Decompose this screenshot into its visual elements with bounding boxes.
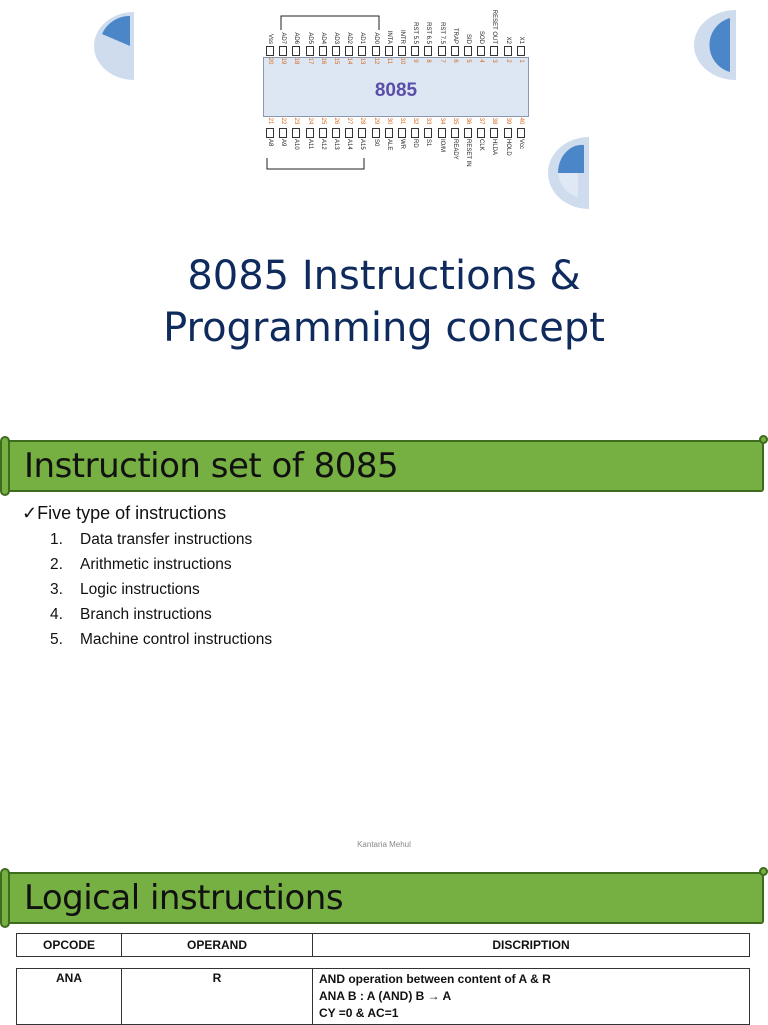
- chip-diagram: [0, 0, 768, 210]
- chip-pin-number: 30: [385, 117, 392, 125]
- chip-pin-label: HLDA: [491, 139, 498, 156]
- chip-pin-label: RD: [412, 139, 419, 148]
- chip-pin-label: INTR: [399, 30, 405, 44]
- chip-pin-box: [477, 128, 485, 138]
- chip-pin-number: 11: [385, 57, 392, 65]
- chip-pin-number: 35: [451, 117, 458, 125]
- chip-pin-label: READY: [451, 139, 458, 160]
- chip-pin-label: AD2: [346, 32, 353, 44]
- chip-pin-number: 14: [346, 57, 353, 65]
- chip-pin-number: 10: [399, 57, 405, 65]
- chip-pin-number: 28: [359, 117, 366, 125]
- instruction-type-list: [50, 530, 272, 655]
- chip-pin-label: X2: [504, 36, 511, 44]
- chip-pin-label: Vss: [267, 33, 273, 44]
- chip-pin-number: 20: [267, 57, 273, 65]
- chip-pin-label: AD5: [306, 32, 313, 44]
- intro-text: ✓Five type of instructions: [22, 503, 227, 523]
- chip-pin-label: A10: [293, 139, 300, 150]
- chip-pin-number: 23: [293, 117, 300, 125]
- chip-pin-label: AD4: [319, 32, 326, 44]
- chip-pin-label: TRAP: [451, 27, 458, 44]
- chip-pin-box: [398, 128, 406, 138]
- chip-pin-number: 9: [412, 59, 419, 63]
- section-heading: Logical instructions: [24, 878, 344, 918]
- cell-description: AND operation between content of A & R ANA B : A (AND) B → A CY =0 & AC=1: [313, 969, 750, 1025]
- chip-pin-box: [372, 128, 380, 138]
- chip-pin-label: A15: [359, 139, 366, 150]
- chip-pin-label: A8: [267, 139, 273, 147]
- chip-pin-label: Vcc: [517, 139, 524, 150]
- chip-pin-number: 27: [346, 117, 353, 125]
- chip-pin-number: 40: [517, 117, 524, 125]
- chip-pin-label: RESET OUT: [491, 9, 498, 44]
- chip-pin-label: HOLD: [504, 139, 511, 156]
- table-header-row: [17, 934, 750, 957]
- chip-pin-label: S1: [425, 139, 432, 147]
- chip-pin-number: 36: [465, 117, 471, 125]
- footer-author: Kantaria Mehul: [357, 840, 411, 849]
- chip-pin-box: [451, 128, 459, 138]
- chip-pin-number: 6: [451, 59, 458, 63]
- list-item: 2. Arithmetic instructions: [50, 556, 232, 573]
- chip-pin-number: 8: [425, 59, 432, 63]
- chip-pin-box: [279, 128, 287, 138]
- col-header-description: DISCRIPTION: [313, 934, 750, 957]
- chip-pin-number: 3: [491, 59, 498, 63]
- list-item: 4. Branch instructions: [50, 606, 212, 623]
- cell-opcode: ANA: [17, 969, 122, 1025]
- chip-pin-number: 31: [399, 117, 405, 125]
- chip-pin-box: [306, 128, 314, 138]
- chip-pin-box: [490, 128, 498, 138]
- title-line-2: Programming concept: [163, 305, 605, 351]
- chip-pin-number: 12: [372, 57, 379, 65]
- chip-pin-label: AD0: [372, 32, 379, 44]
- chip-pin-label: A11: [306, 139, 313, 150]
- list-item: 3. Logic instructions: [50, 581, 200, 598]
- col-header-opcode: OPCODE: [17, 934, 122, 957]
- chip-pin-number: 22: [280, 117, 287, 125]
- chip-pin-box: [438, 128, 446, 138]
- chip-pin-box: [345, 128, 353, 138]
- logical-instructions-table: [16, 933, 750, 1025]
- chip-pin-label: ALE: [385, 139, 392, 151]
- chip-pin-label: SID: [465, 33, 471, 44]
- chip-pin-label: AD6: [293, 32, 300, 44]
- chip-pin-number: 34: [438, 117, 445, 125]
- chip-pin-number: 25: [319, 117, 326, 125]
- chip-pin-number: 29: [372, 117, 379, 125]
- section-banner-logical: [2, 872, 764, 924]
- chip-pin-box: [424, 128, 432, 138]
- chip-pin-label: S0: [372, 139, 379, 147]
- chip-pin-box: [464, 128, 472, 138]
- chip-pin-label: RESET IN: [465, 139, 471, 167]
- chip-pin-box: [385, 128, 393, 138]
- chip-pin-box: [411, 128, 419, 138]
- chip-pin-box: [319, 128, 327, 138]
- section-heading: Instruction set of 8085: [24, 446, 399, 486]
- title-line-1: 8085 Instructions &: [187, 253, 581, 299]
- chip-pin-number: 18: [293, 57, 300, 65]
- chip-pin-number: 17: [306, 57, 313, 65]
- chip-pin-box: [332, 128, 340, 138]
- chip-pin-number: 21: [267, 117, 273, 125]
- chip-pin-label: A14: [346, 139, 353, 150]
- chip-pin-box: [517, 128, 525, 138]
- chip-pin-label: SOD: [478, 30, 485, 44]
- chip-pin-number: 2: [504, 59, 511, 63]
- chip-pin-number: 4: [478, 59, 485, 63]
- chip-pin-number: 38: [491, 117, 498, 125]
- list-item: 1. Data transfer instructions: [50, 531, 253, 548]
- cell-operand: R: [122, 969, 313, 1025]
- chip-pin-label: AD3: [333, 32, 339, 44]
- chip-pin-number: 26: [333, 117, 339, 125]
- chip-pin-label: RST 5.5: [412, 22, 419, 44]
- chip-pin-label: IO/M: [438, 139, 445, 152]
- chip-pin-number: 19: [280, 57, 287, 65]
- chip-label: 8085: [374, 80, 418, 101]
- chip-pin-number: 5: [465, 59, 471, 63]
- chip-pin-label: A13: [333, 139, 339, 150]
- chip-pin-label: AD1: [359, 32, 366, 44]
- col-header-operand: OPERAND: [122, 934, 313, 957]
- chip-pin-number: 33: [425, 117, 432, 125]
- chip-pin-label: A9: [280, 139, 287, 147]
- chip-pin-label: A12: [319, 139, 326, 150]
- chip-pin-number: 32: [412, 117, 419, 125]
- chip-pin-label: CLK: [478, 139, 485, 151]
- chip-pin-box: [504, 128, 512, 138]
- chip-pin-box: [358, 128, 366, 138]
- chip-pin-number: 16: [319, 57, 326, 65]
- chip-pin-label: RST 7.5: [438, 22, 445, 44]
- chip-pin-label: INTA: [385, 30, 392, 44]
- chip-pin-number: 39: [504, 117, 511, 125]
- chip-pin-label: RST 6.5: [425, 22, 432, 44]
- chip-pin-label: AD7: [280, 32, 287, 44]
- chip-pin-label: X1: [517, 36, 524, 44]
- chip-pin-number: 24: [306, 117, 313, 125]
- table-row: [17, 969, 750, 1025]
- section-banner-instruction-set: [2, 440, 764, 492]
- page-title: [0, 250, 768, 354]
- chip-pin-number: 13: [359, 57, 366, 65]
- chip-pin-number: 1: [517, 59, 524, 63]
- chip-pin-box: [292, 128, 300, 138]
- chip-pin-number: 15: [333, 57, 339, 65]
- list-item: 5. Machine control instructions: [50, 631, 273, 648]
- chip-pin-label: WR: [399, 139, 405, 149]
- chip-pin-number: 37: [478, 117, 485, 125]
- chip-pin-box: [266, 128, 274, 138]
- chip-pin-number: 7: [438, 59, 445, 63]
